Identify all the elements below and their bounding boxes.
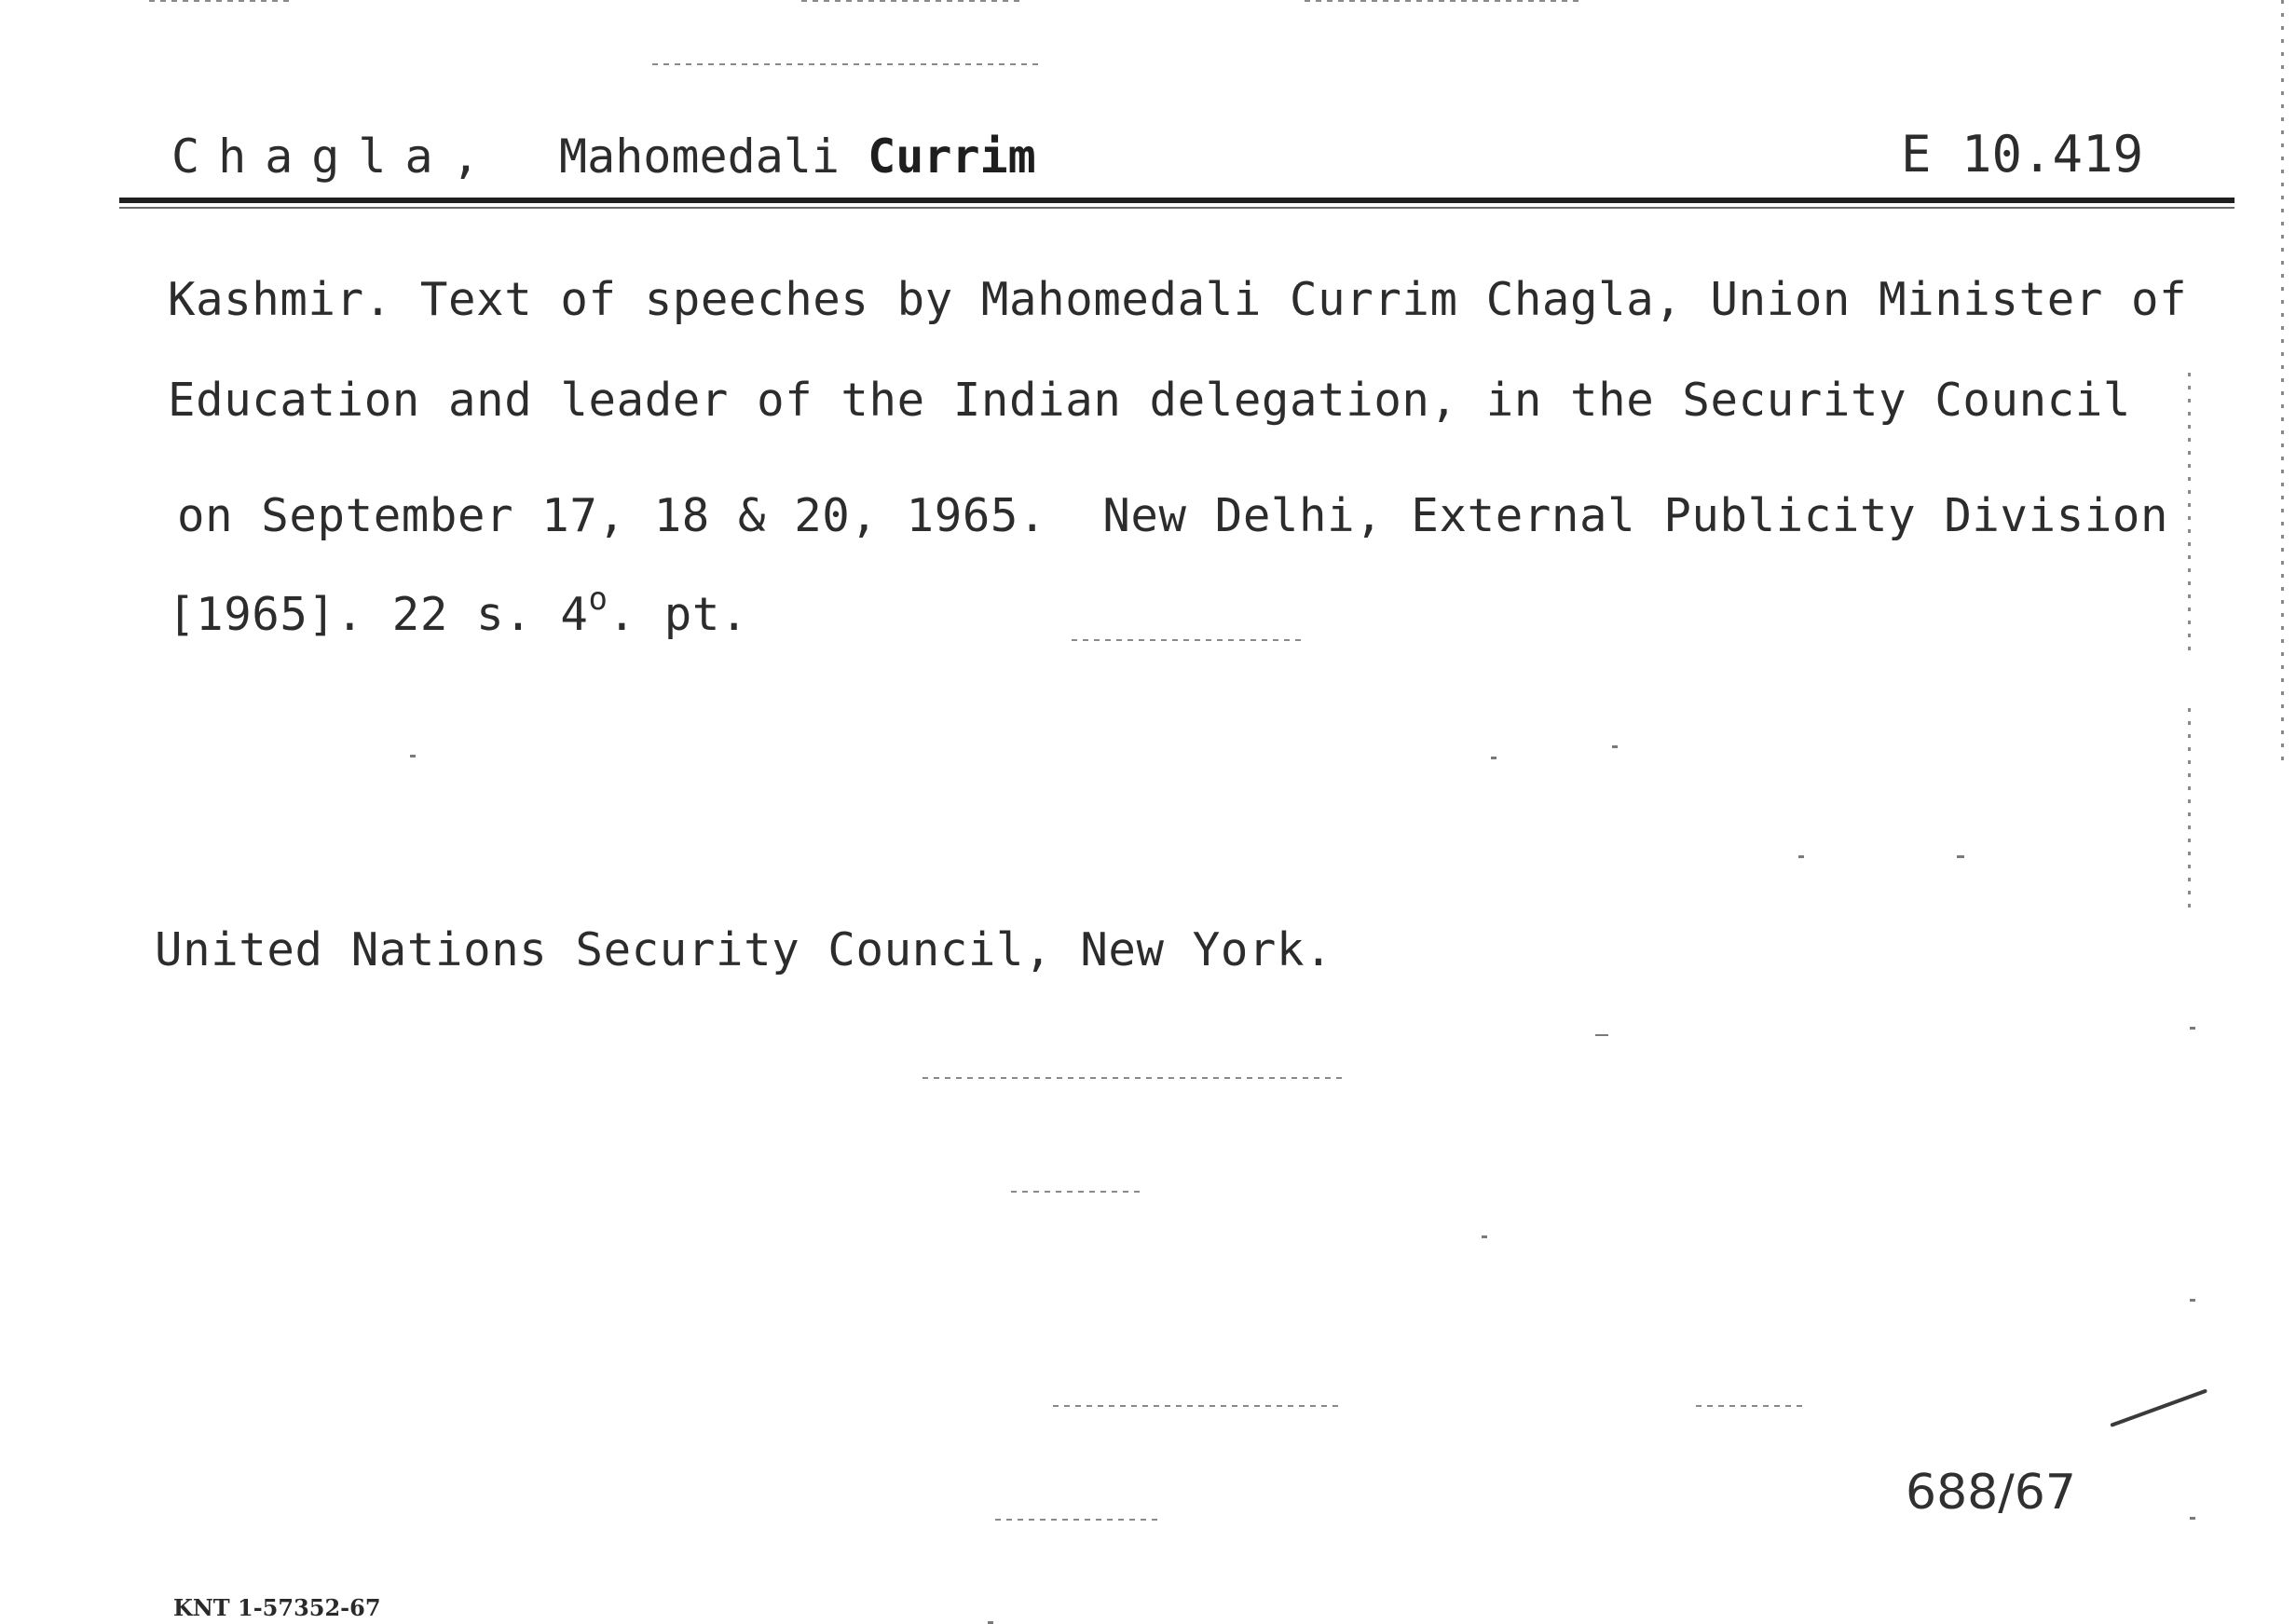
scan-artifact — [1011, 1191, 1141, 1193]
scan-artifact — [2281, 0, 2284, 764]
description-line-4 — [168, 580, 749, 643]
scan-artifact — [1696, 1405, 1808, 1407]
author-given-name: Mahomedali — [559, 130, 840, 184]
scan-artifact — [410, 755, 416, 757]
scan-artifact — [922, 1077, 1342, 1079]
heading-rule — [119, 198, 2234, 203]
scan-artifact — [2188, 708, 2191, 913]
scan-artifact — [652, 63, 1044, 65]
scan-artifact — [1612, 745, 1618, 748]
card-print-code: KNT 1-57352-67 — [173, 1594, 381, 1621]
scan-artifact — [801, 0, 1025, 2]
scan-artifact — [1305, 0, 1584, 2]
scan-artifact — [2190, 1027, 2195, 1030]
scan-artifact — [1798, 855, 1804, 858]
scan-artifact — [995, 1519, 1163, 1521]
author-given-names — [559, 129, 1036, 184]
scan-artifact — [2188, 373, 2191, 652]
author-middle-name: Currim — [868, 130, 1036, 184]
scan-artifact — [1957, 855, 1964, 858]
scan-artifact — [1595, 1034, 1608, 1036]
subject-entry: United Nations Security Council, New York. — [155, 923, 1333, 976]
author-surname: Chagla, — [171, 130, 499, 184]
scan-artifact — [149, 0, 289, 2]
description-line-3: on September 17, 18 & 20, 1965. New Delhi, External Publicity Division — [177, 489, 2169, 542]
call-number: E 10.419 — [1901, 125, 2144, 184]
format-superscript: o — [588, 580, 608, 618]
accession-number: 688/67 — [1906, 1465, 2076, 1521]
description-line-1: Kashmir. Text of speeches by Mahomedali Currim Chagla, Union Minister of — [168, 273, 2188, 326]
scan-artifact — [2190, 1517, 2195, 1520]
scan-artifact — [1053, 1405, 1342, 1407]
description-line-2: Education and leader of the Indian delegation, in the Security Council — [168, 374, 2132, 427]
collation-suffix: . pt. — [608, 588, 749, 641]
collation-text: [1965]. 22 s. 4 — [168, 588, 589, 641]
scan-artifact — [1072, 639, 1305, 641]
scan-artifact — [2190, 1299, 2195, 1302]
scan-artifact — [1482, 1235, 1487, 1238]
heading-rule-shadow — [119, 207, 2234, 209]
pen-stroke-mark — [2110, 1388, 2207, 1426]
scan-artifact — [1491, 757, 1496, 759]
